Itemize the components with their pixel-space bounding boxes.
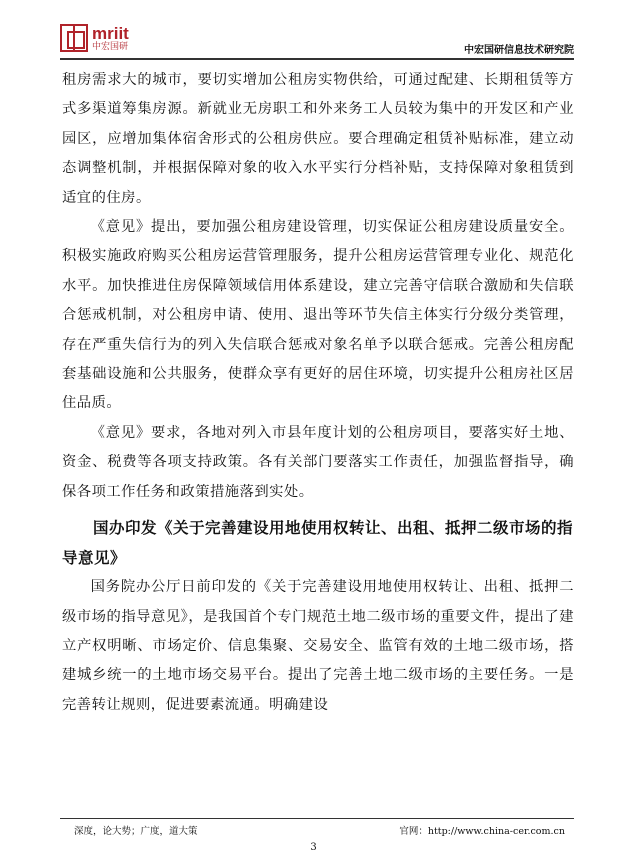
header-divider — [60, 58, 574, 60]
footer-website: 官网：http://www.china-cer.com.cn — [399, 826, 565, 837]
footer-divider — [60, 818, 574, 819]
paragraph-1: 租房需求大的城市，要切实增加公租房实物供给，可通过配建、长期租赁等方式多渠道筹集房源。新就业无房职工和外来务工人员较为集中的开发区和产业园区，应增加集体宿舍形式的公租房供应。要合理确定租赁补贴标准，建立动态调整机制，并根据保障对象的收入水平实行分档补贴，支持保障对象租赁到适宜的住房。 — [62, 72, 574, 206]
page-header — [60, 24, 574, 58]
section-heading: 国办印发《关于完善建设用地使用权转让、出租、抵押二级市场的指导意见》 — [62, 519, 574, 568]
page-number: 3 — [310, 842, 317, 853]
logo-emblem-icon — [60, 24, 88, 52]
logo-english: mriit — [92, 23, 129, 43]
logo-text — [92, 25, 129, 52]
header-org-name: 中宏国研信息技术研究院 — [464, 45, 574, 56]
paragraph-3: 《意见》要求，各地对列入市县年度计划的公租房项目，要落实好土地、资金、税费等各项支持政策。各有关部门要落实工作责任，加强监督指导，确保各项工作任务和政策措施落到实处。 — [62, 424, 574, 500]
paragraph-2: 《意见》提出，要加强公租房建设管理，切实保证公租房建设质量安全。积极实施政府购买公租房运营管理服务，提升公租房运营管理专业化、规范化水平。加快推进住房保障领域信用体系建设，建立完善守信联合激励和失信联合惩戒机制，对公租房申请、使用、退出等环节失信主体实行分级分类管理，存在严重失信行为的列入失信联合惩戒对象名单予以联合惩戒。完善公租房配套基础设施和公共服务，使群众享有更好的居住环境，切实提升公租房社区居住品质。 — [62, 219, 574, 412]
logo-chinese: 中宏国研 — [92, 41, 129, 52]
paragraph-4: 国务院办公厅日前印发的《关于完善建设用地使用权转让、出租、抵押二级市场的指导意见》，是我国首个专门规范土地二级市场的重要文件，提出了建立产权明晰、市场定价、信息集聚、交易安全、监管有效的土地二级市场，搭建城乡统一的土地市场交易平台。提出了完善土地二级市场的主要任务。一是完善转让规则，促进要素流通。明确建设 — [62, 579, 574, 713]
footer-slogan: 深度，论大势；广度，道大策 — [74, 826, 198, 837]
document-body — [62, 66, 574, 720]
logo — [60, 24, 129, 52]
